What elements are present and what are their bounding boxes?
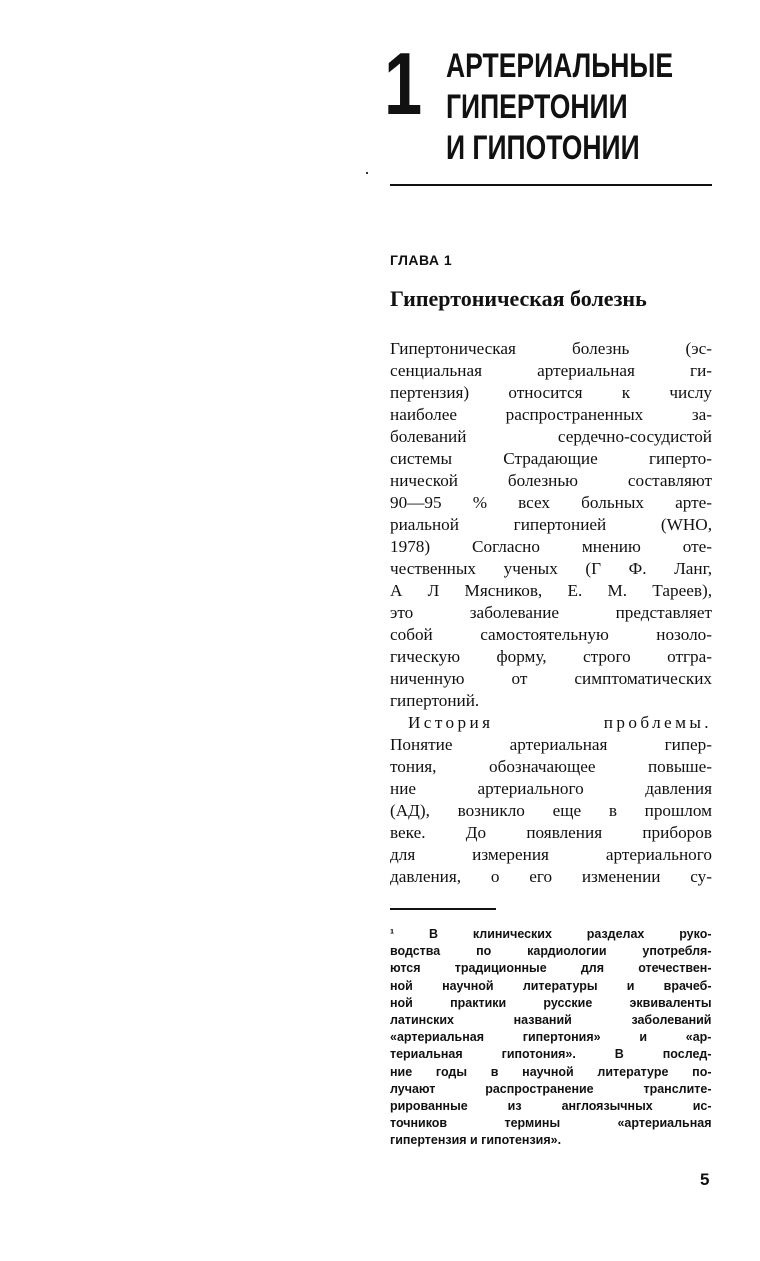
footnote-line: точников термины «артериальная [390, 1115, 712, 1131]
section-line: веке. До появления приборов [390, 823, 712, 842]
body-line: ниченную от симптоматических [390, 669, 712, 688]
body-line: это заболевание представляет [390, 603, 712, 622]
body-line: чественных ученых (Г Ф. Ланг, [390, 559, 712, 578]
footnote [390, 925, 712, 1148]
section-lead: История проблемы. [408, 713, 712, 732]
body-line: 90—95 % всех больных арте- [390, 493, 712, 512]
footnote-line: рированные из англоязычных ис- [390, 1097, 712, 1113]
body-line: гипертоний. [390, 691, 480, 710]
chapter-title: Гипертоническая болезнь [390, 286, 647, 311]
part-title-line: И ГИПОТОНИИ [446, 129, 640, 167]
body-line: системы Страдающие гиперто- [390, 449, 712, 468]
print-speck [366, 172, 368, 174]
section-line: тония, обозначающее повыше- [390, 757, 712, 776]
part-title-line: АРТЕРИАЛЬНЫЕ [446, 47, 674, 85]
body-line: нической болезнью составляют [390, 471, 712, 490]
section-line: Понятие артериальная гипер- [390, 735, 712, 754]
part-title [446, 46, 673, 169]
body-text [390, 338, 712, 888]
section-line: ние артериального давления [390, 779, 712, 798]
header-rule [390, 184, 712, 186]
body-line: А Л Мясников, Е. М. Тареев), [390, 581, 712, 600]
body-line: болеваний сердечно-сосудистой [390, 427, 712, 446]
part-header [384, 34, 724, 170]
footnote-line: териальная гипотония». В послед- [390, 1046, 712, 1062]
footnote-line: латинских названий заболеваний [390, 1011, 712, 1027]
footnote-line: ной научной литературы и врачеб- [390, 977, 712, 993]
body-line: риальной гипертонией (WHO, [390, 515, 712, 534]
part-number: 1 [384, 34, 423, 133]
body-line: гическую форму, строго отгра- [390, 647, 712, 666]
section-line: давления, о его изменении су- [390, 867, 712, 886]
footnote-line: ной практики русские эквиваленты [390, 994, 712, 1010]
body-line: сенциальная артериальная ги- [390, 361, 712, 380]
body-line: наиболее распространенных за- [390, 405, 712, 424]
footnote-line: водства по кардиологии употребля- [390, 943, 712, 959]
section-line: для измерения артериального [390, 845, 712, 864]
chapter-label: ГЛАВА 1 [390, 252, 453, 268]
page-number: 5 [700, 1170, 710, 1189]
body-line: 1978) Согласно мнению оте- [390, 537, 712, 556]
body-line: Гипертоническая болезнь (эс- [390, 339, 712, 358]
footnote-line: «артериальная гипертония» и «ар- [390, 1029, 712, 1045]
body-line: собой самостоятельную нозоло- [390, 625, 712, 644]
footnote-line: ¹ В клинических разделах руко- [390, 926, 712, 941]
body-line: пертензия) относится к числу [390, 383, 712, 402]
part-title-line: ГИПЕРТОНИИ [446, 88, 628, 126]
footnote-line: лучают распространение транслите- [390, 1080, 712, 1096]
footnote-rule [390, 908, 496, 910]
footnote-line: ние годы в научной литературе по- [390, 1063, 712, 1079]
section-line: (АД), возникло еще в прошлом [390, 801, 712, 820]
footnote-line: гипертензия и гипотензия». [390, 1132, 562, 1148]
footnote-line: ются традиционные для отечествен- [390, 960, 712, 976]
